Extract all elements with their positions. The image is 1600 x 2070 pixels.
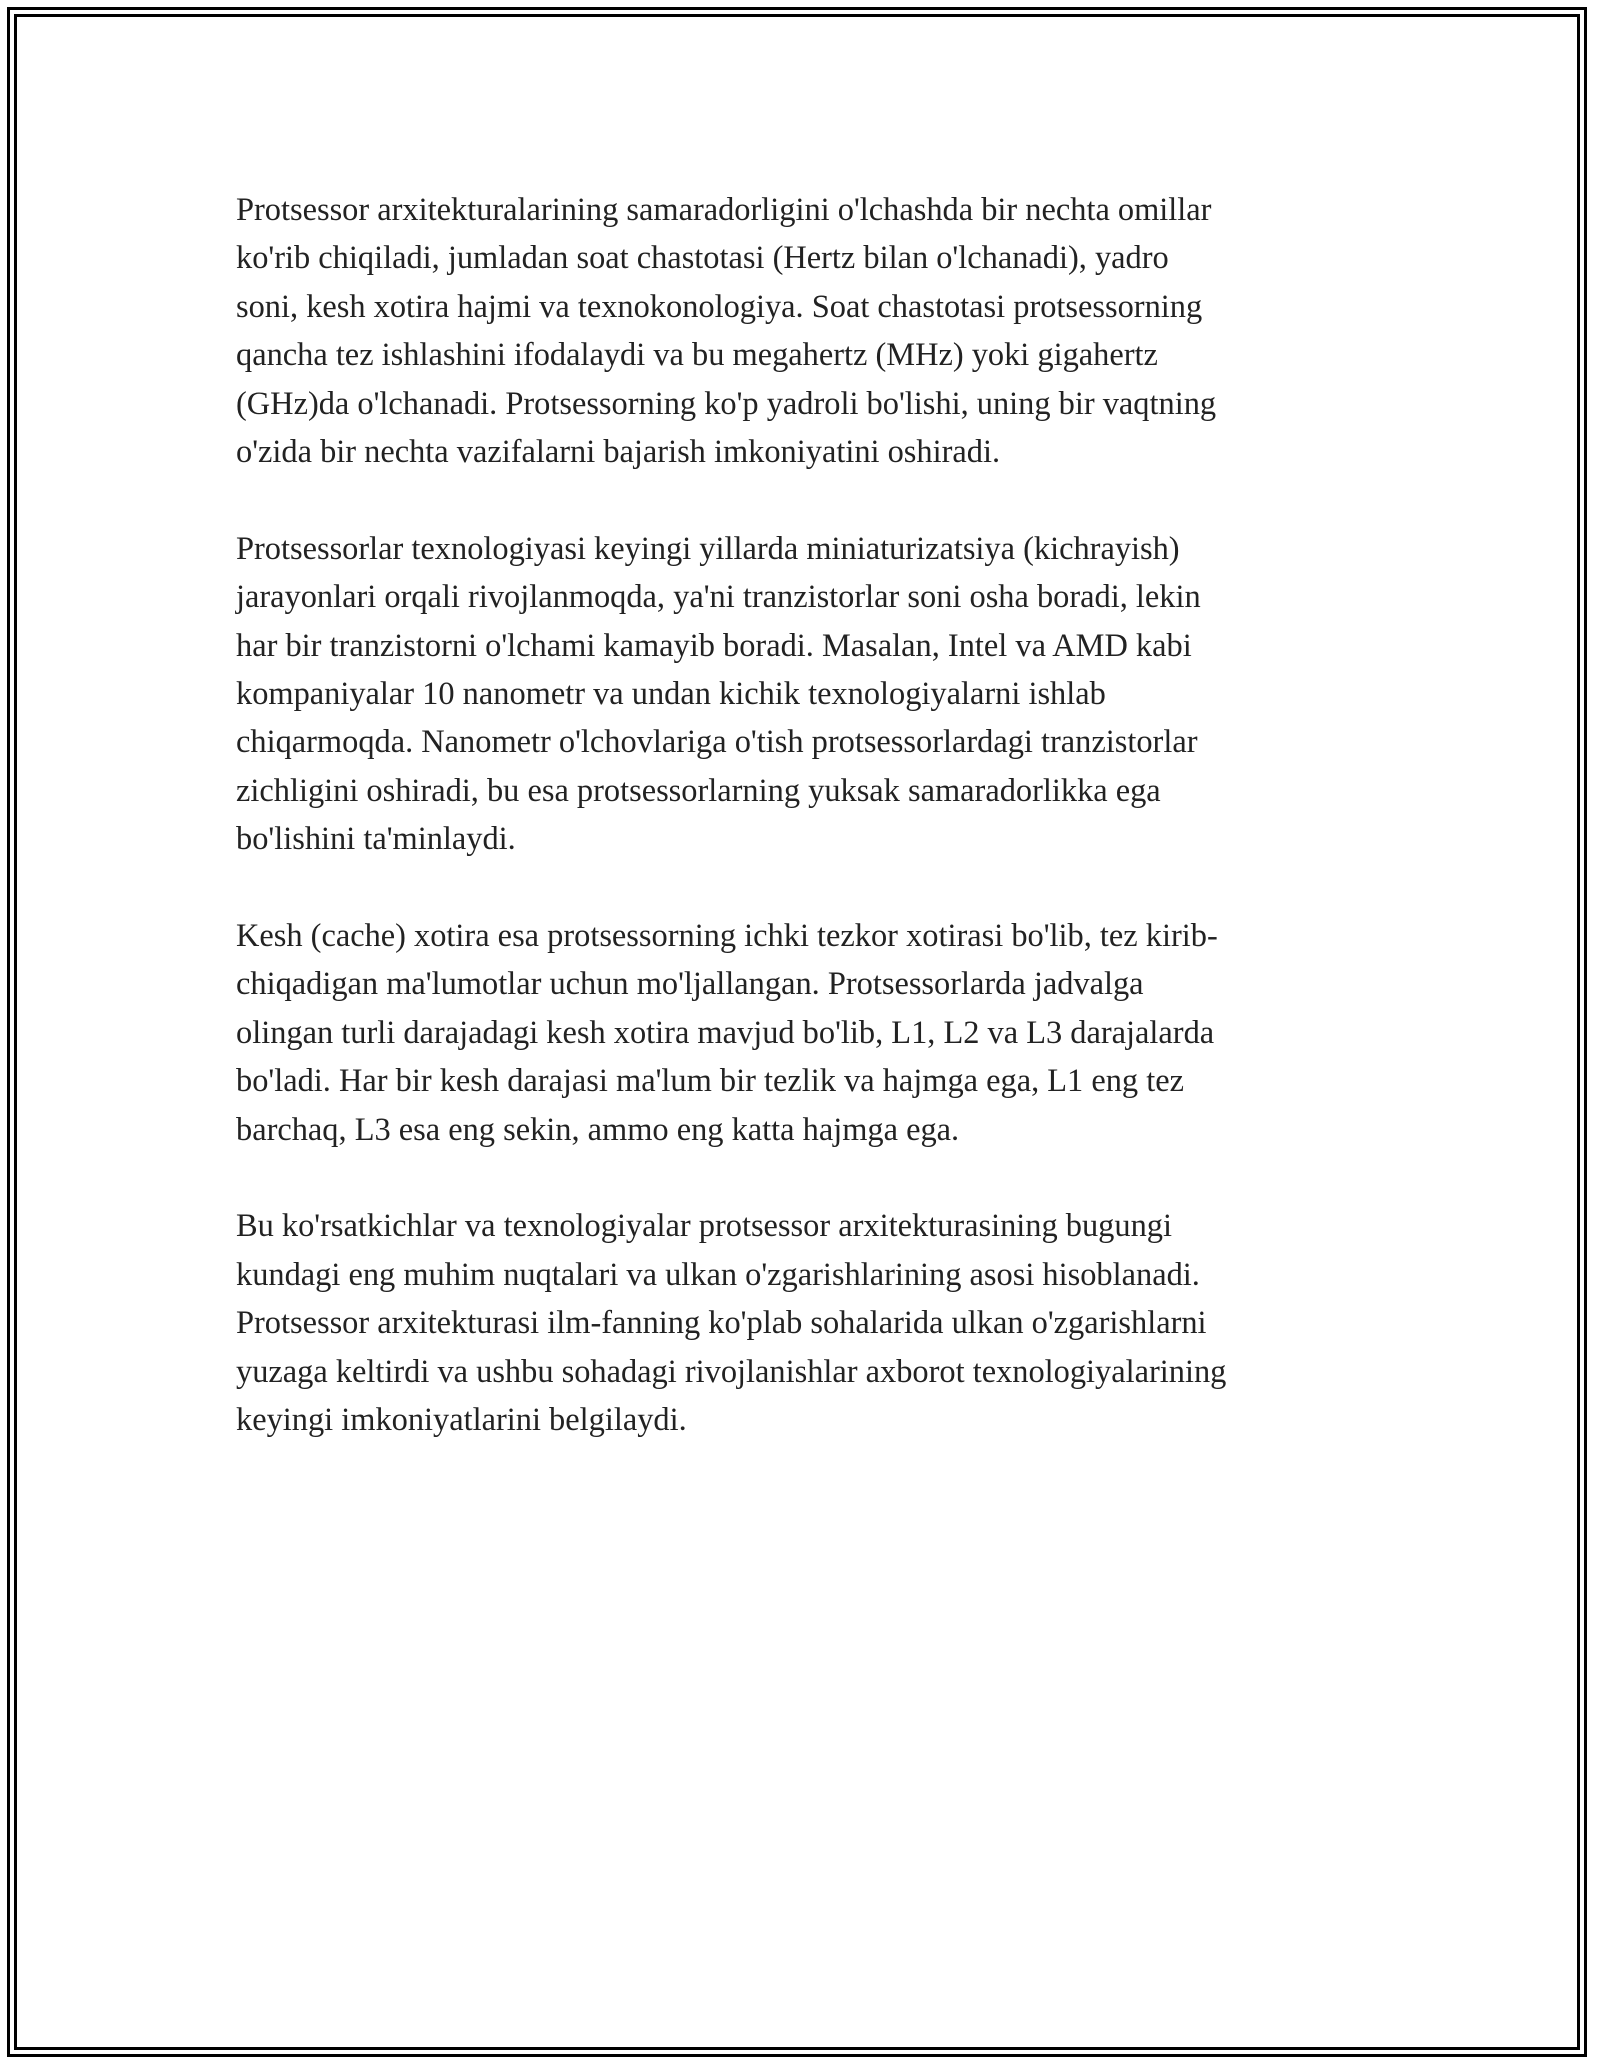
paragraph-4: Bu ko'rsatkichlar va texnologiyalar protsessor arxitekturasining bugungi kundagi eng muhim nuqtalari va ulkan o'zgarishlarining asosi hisoblanadi. Protsessor arxitekturasi ilm-fanning ko'plab sohalarida ulkan o'zgarishlarni yuzaga keltirdi va ushbu sohadagi rivojlanishlar axborot texnologiyalarining keyingi imkoniyatlarini belgilaydi. — [236, 1208, 1227, 1439]
paragraph-1: Protsessor arxitekturalarining samaradorligini o'lchashda bir nechta omillar ko'rib chiqiladi, jumladan soat chastotasi (Hertz bilan o'lchanadi), yadro soni, kesh xotira hajmi va texnokonologiya. Soat chastotasi protsessorning qancha tez ishlashini ifodalaydi va bu megahertz (MHz) yoki gigahertz (GHz)da o'lchanadi. Protsessorning ko'p yadroli bo'lishi, uning bir vaqtning o'zida bir nechta vazifalarni bajarish imkoniyatini oshiradi. — [236, 192, 1217, 471]
paragraph-3: Kesh (cache) xotira esa protsessorning ichki tezkor xotirasi bo'lib, tez kirib- chiqadigan ma'lumotlar uchun mo'ljallangan. Protsessorlarda jadvalga olingan turli darajadagi kesh xotira mavjud bo'lib, L1, L2 va L3 darajalarda bo'ladi. Har bir kesh darajasi ma'lum bir tezlik va hajmga ega, L1 eng tez barchaq, L3 esa eng sekin, ammo eng katta hajmga ega. — [236, 918, 1218, 1148]
document-body — [236, 186, 1362, 1493]
paragraph-2: Protsessorlar texnologiyasi keyingi yillarda miniaturizatsiya (kichrayish) jarayonlari orqali rivojlanmoqda, ya'ni tranzistorlar soni osha boradi, lekin har bir tranzistorni o'lchami kamayib boradi. Masalan, Intel va AMD kabi kompaniyalar 10 nanometr va undan kichik texnologiyalarni ishlab chiqarmoqda. Nanometr o'lchovlariga o'tish protsessorlardagi tranzistorlar zichligini oshiradi, bu esa protsessorlarning yuksak samaradorlikka ega bo'lishini ta'minlaydi. — [236, 530, 1201, 858]
